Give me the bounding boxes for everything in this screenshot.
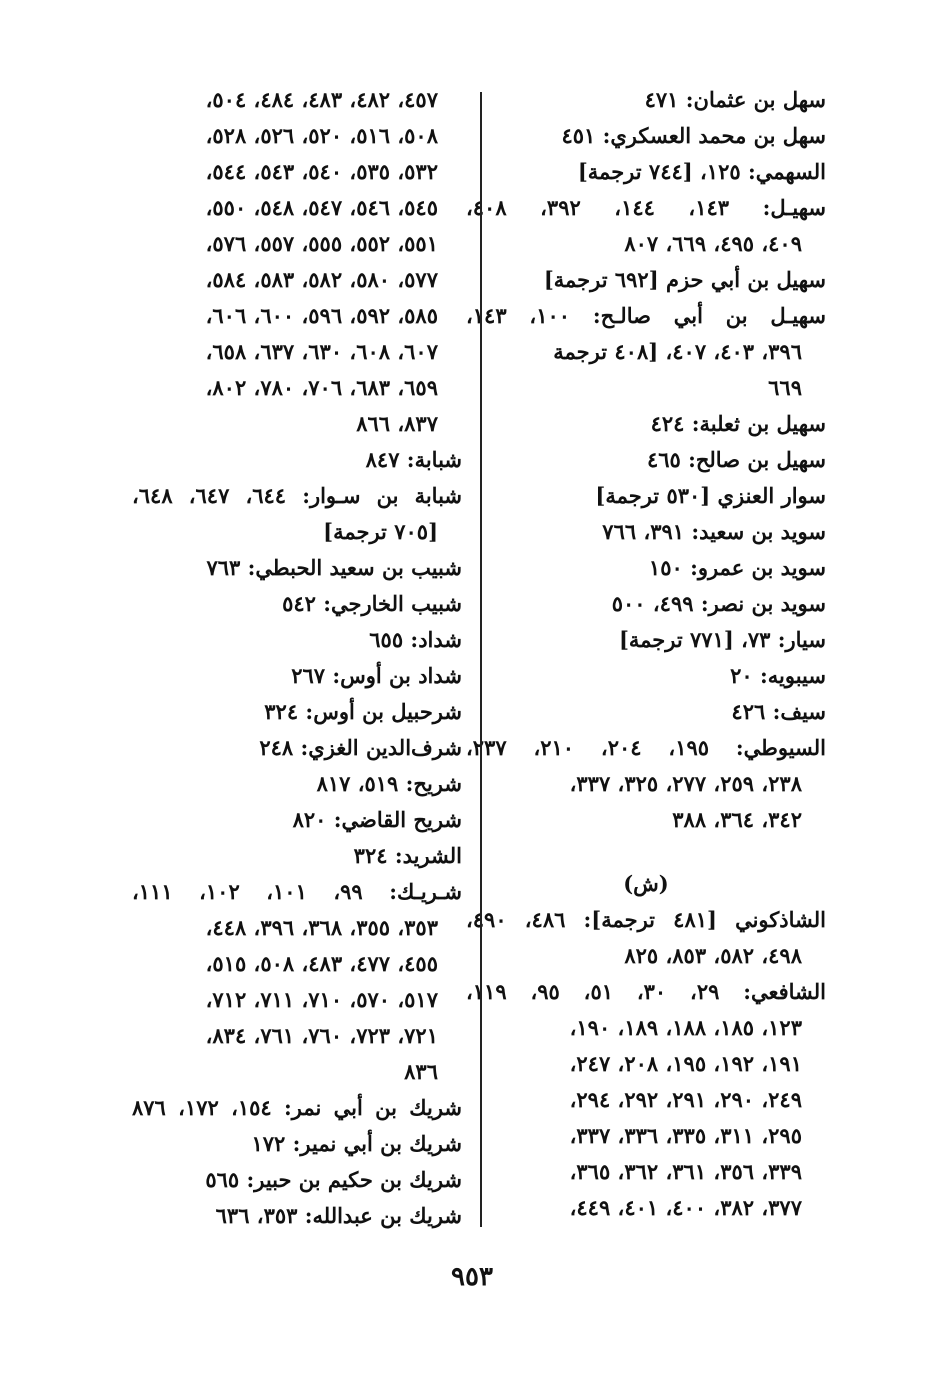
index-entry-line: شداد: ٦٥٥	[369, 627, 462, 652]
index-entry-line: سهيـل: ١٤٣، ١٤٤، ٣٩٢، ٤٠٨،	[466, 195, 826, 220]
column-divider	[480, 92, 482, 1227]
index-entry-line: ٤٩٨، ٥٨٢، ٨٥٣، ٨٢٥	[624, 943, 802, 968]
page-number: ٩٥٣	[451, 1262, 493, 1292]
index-entry-line: شبيب بن سعيد الحبطي: ٧٦٣	[206, 555, 462, 580]
index-entry-line: سهل بن محمد العسكري: ٤٥١	[561, 123, 826, 148]
index-entry-line: سيار: ٧٣، [٧٧١ ترجمة]	[618, 627, 826, 652]
index-entry-line: ٢٩٥، ٣١١، ٣٣٥، ٣٣٦، ٣٣٧،	[569, 1123, 802, 1148]
index-entry-line: سوار العنزي [٥٣٠ ترجمة]	[595, 483, 826, 508]
index-entry-line: ٥٣٢، ٥٣٥، ٥٤٠، ٥٤٣، ٥٤٤،	[205, 159, 438, 184]
index-column-left	[132, 82, 462, 1234]
index-entry-line: ٤٠٩، ٤٩٥، ٦٦٩، ٨٠٧	[624, 231, 802, 256]
index-entry-line: سويد بن سعيد: ٣٩١، ٧٦٦	[602, 519, 826, 544]
index-entry-line: سهيل بن أبي حزم [٦٩٢ ترجمة]	[543, 267, 826, 292]
index-entry-line: سهيـل بن أبي صالـح: ١٠٠، ١٤٣،	[466, 303, 826, 328]
index-entry-line: الشافعي: ٢٩، ٣٠، ٥١، ٩٥، ١١٩،	[466, 979, 826, 1004]
index-entry-line: ٦٦٩	[768, 375, 802, 400]
index-entry-line: سهيل بن صالح: ٤٦٥	[646, 447, 826, 472]
index-entry-line: شريح: ٥١٩، ٨١٧	[316, 771, 462, 796]
index-entry-line: ٥٤٥، ٥٤٦، ٥٤٧، ٥٤٨، ٥٥٠،	[205, 195, 438, 220]
index-entry-line: ٤٥٥، ٤٧٧، ٤٨٣، ٥٠٨، ٥١٥،	[205, 951, 438, 976]
index-entry-line: ٨٣٧، ٨٦٦	[356, 411, 438, 436]
index-entry-line: شبيب الخارجي: ٥٤٢	[282, 591, 462, 616]
index-entry-line: سويد بن عمرو: ١٥٠	[648, 555, 826, 580]
index-entry-line: ٦٥٩، ٦٨٣، ٧٠٦، ٧٨٠، ٨٠٢،	[205, 375, 438, 400]
index-entry-line: [٧٠٥ ترجمة]	[323, 519, 438, 544]
index-entry-line: ٨٣٦	[404, 1059, 438, 1084]
index-entry-line: سويد بن نصر: ٤٩٩، ٥٠٠	[611, 591, 826, 616]
index-entry-line: ٢٣٨، ٢٥٩، ٢٧٧، ٣٢٥، ٣٣٧،	[569, 771, 802, 796]
index-entry-line: سهل بن عثمان: ٤٧١	[644, 87, 826, 112]
index-entry-line: ٣٤٢، ٣٦٤، ٣٨٨	[672, 807, 802, 832]
index-entry-line: ٥٥١، ٥٥٢، ٥٥٥، ٥٥٧، ٥٧٦،	[205, 231, 438, 256]
index-entry-line: شرف‌الدين الغزي: ٢٤٨	[259, 735, 462, 760]
index-entry-line: شبابة بن سـوار: ٦٤٤، ٦٤٧، ٦٤٨،	[132, 483, 462, 508]
index-entry-line: شريك بن أبي نمير: ١٧٢	[251, 1131, 462, 1156]
index-entry-line: شريك بن حكيم بن حبير: ٥٦٥	[205, 1167, 462, 1192]
index-entry-line: ٥٨٥، ٥٩٢، ٥٩٦، ٦٠٠، ٦٠٦،	[205, 303, 438, 328]
index-entry-line: شـريـك: ٩٩، ١٠١، ١٠٢، ١١١،	[132, 879, 462, 904]
index-entry-line: شبابة: ٨٤٧	[365, 447, 462, 472]
index-entry-line: ٧٢١، ٧٢٣، ٧٦٠، ٧٦١، ٨٣٤،	[205, 1023, 438, 1048]
index-entry-line: ٢٤٩، ٢٩٠، ٢٩١، ٢٩٢، ٢٩٤،	[569, 1087, 802, 1112]
index-entry-line: سهيل بن ثعلبة: ٤٢٤	[650, 411, 826, 436]
index-entry-line: الشريد: ٣٢٤	[353, 843, 462, 868]
index-entry-line: ٤٥٧، ٤٨٢، ٤٨٣، ٤٨٤، ٥٠٤،	[205, 87, 438, 112]
index-entry-line: ٣٣٩، ٣٥٦، ٣٦١، ٣٦٢، ٣٦٥،	[569, 1159, 802, 1184]
index-entry-line: ٦٠٧، ٦٠٨، ٦٣٠، ٦٣٧، ٦٥٨،	[205, 339, 438, 364]
index-entry-line: شداد بن أوس: ٢٦٧	[291, 663, 462, 688]
section-letter-heading: (ش)	[623, 871, 669, 896]
index-entry-line: شريح القاضي: ٨٢٠	[292, 807, 462, 832]
index-entry-line: ٣٩٦، ٤٠٣، ٤٠٧، [٤٠٨ ترجمة	[553, 339, 802, 364]
index-entry-line: شرحبيل بن أوس: ٣٢٤	[264, 699, 462, 724]
index-column-right	[466, 82, 826, 1226]
index-entry-line: شريك بن عبدالله: ٣٥٣، ٦٣٦	[215, 1203, 462, 1228]
index-entry-line: ٥٠٨، ٥١٦، ٥٢٠، ٥٢٦، ٥٢٨،	[205, 123, 438, 148]
index-entry-line: السهمي: ١٢٥، [٧٤٤ ترجمة]	[577, 159, 826, 184]
index-entry-line: السيوطي: ١٩٥، ٢٠٤، ٢١٠، ٢٣٧،	[466, 735, 826, 760]
index-entry-line: ١٢٣، ١٨٥، ١٨٨، ١٨٩، ١٩٠،	[569, 1015, 802, 1040]
index-entry-line: ٥١٧، ٥٧٠، ٧١٠، ٧١١، ٧١٢،	[205, 987, 438, 1012]
index-entry-line: سيبويه: ٢٠	[730, 663, 826, 688]
index-entry-line: ٥٧٧، ٥٨٠، ٥٨٢، ٥٨٣، ٥٨٤،	[205, 267, 438, 292]
index-entry-line: ٣٥٣، ٣٥٥، ٣٦٨، ٣٩٦، ٤٤٨،	[205, 915, 438, 940]
index-entry-line: شريك بن أبي نمر: ١٥٤، ١٧٢، ٨٧٦	[132, 1095, 462, 1120]
index-entry-line: ١٩١، ١٩٢، ١٩٥، ٢٠٨، ٢٤٧،	[569, 1051, 802, 1076]
index-entry-line: ٣٧٧، ٣٨٢، ٤٠٠، ٤٠١، ٤٤٩،	[569, 1195, 802, 1220]
index-entry-line: الشاذكوني [٤٨١ ترجمة]: ٤٨٦، ٤٩٠،	[466, 907, 826, 932]
spacer	[466, 838, 826, 866]
index-entry-line: سيف: ٤٢٦	[731, 699, 826, 724]
